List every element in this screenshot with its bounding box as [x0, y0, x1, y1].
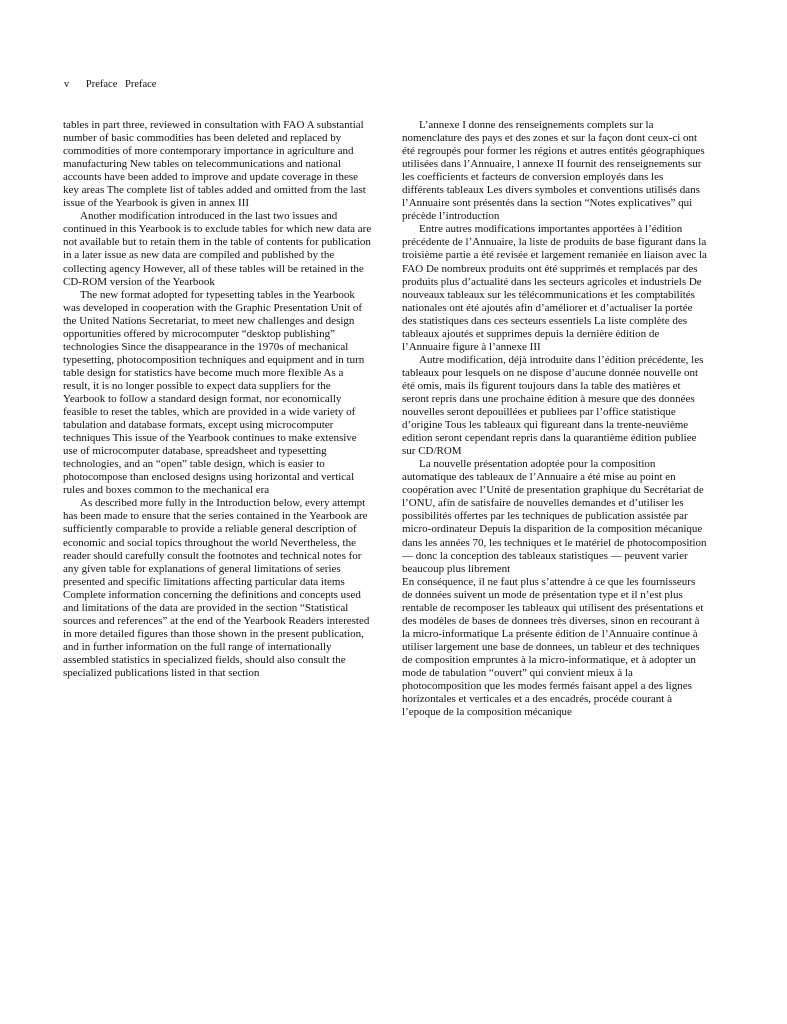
english-paragraph: Another modification introduced in the last two issues and continued in this Yearbook is to exclude tables for which new data are not available but to retain them in the table of contents for publication in a later issue as new data are compiled and published by the collecting agency However, all of these tables will be retained in the CD-ROM version of the Yearbook	[63, 210, 372, 288]
running-title-english: Preface	[85, 79, 118, 90]
english-column	[63, 119, 372, 680]
french-paragraph: La nouvelle présentation adoptée pour la composition automatique des tableaux de l’Annuaire a été mise au point en coopération avec l’Unité de presentation graphique du Secrétariat de l’ONU, afin de satisfaire de nouvelles demandes et d’utiliser les possibilités offertes par les techniques de publication assistée par micro-ordinateur Depuis la disparition de la composition mécanique dans les années 70, les techniques et le matériel de photocomposition — donc la conception des tableaux statistiques — peuvent varier beaucoup plus librement	[402, 458, 707, 575]
english-paragraph: The new format adopted for typesetting tables in the Yearbook was developed in cooperation with the Graphic Presentation Unit of the United Nations Secretariat, to meet new challenges and design opportunities offered by microcomputer “desktop publishing” technologies Since the disappearance in the 1970s of mechanical typesetting, photocomposition techniques and equipment and in turn table design for statistics have become much more flexible As a result, it is no longer possible to expect data suppliers for the Yearbook to follow a standard design format, nor economically feasible to reset the tables, which are provided in a wide variety of tabulation and database formats, except using microcomputer techniques This issue of the Yearbook continues to make extensive use of microcomputer database, spreadsheet and typesetting technologies, and an “open” table design, which is easier to photocompose than enclosed designs using horizontal and vertical rules and boxes common to the mechanical era	[63, 288, 365, 497]
french-paragraph: En conséquence, il ne faut plus s’attendre à ce que les fournisseurs de données suivent un mode de présentation type et il n’est plus rentable de recomposer les tableaux qui utilisent des présentations et des modèles de bases de donnees très diverses, sinon en recourant à la micro-informatique La présente édition de l’Annuaire continue à utiliser largement une base de donnees, un tableur et des techniques de composition empruntes à la micro-informatique, et à adopter un mode de tabulation “ouvert” qui convient mieux à la photocomposition que les modes fermés faisant appel a des lignes horizontales et verticales et a des encadrés, procéde courant à l’epoque de la composition mécanique	[402, 575, 704, 719]
page-number: v	[64, 79, 70, 90]
running-head	[64, 78, 170, 91]
french-paragraph: Entre autres modifications importantes apportées à l’édition précédente de l’Annuaire, la liste de produits de base figurant dans la troisième partie a été revisée et largement remaniée en liaison avec la FAO De nombreux produits ont été supprimés et remplacés par des produits plus d’actualité dans les secteurs agricoles et industriels De nouveaux tableaux sur les télécommunications et les comptabilités nationales ont été ajoutés afin d’améliorer et d’actualiser la portée des statistiques dans ces secteurs essentiels La liste complète des tableaux ajoutés et supprimes depuis la dernière édition de l’Annuaire figure à l’annexe III	[402, 223, 707, 353]
english-paragraph: As described more fully in the Introduction below, every attempt has been made to ensure that the series contained in the Yearbook are sufficiently comparable to provide a reliable general description of economic and social topics throughout the world Nevertheless, the reader should carefully consult the footnotes and technical notes for any given table for explanations of general limitations of series presented and specific limitations affecting particular data items Complete information concerning the definitions and concepts used and limitations of the data are provided in the section “Statistical sources and references” at the end of the Yearbook Readers interested in more detailed figures than those shown in the present publication, and in further information on the full range of internationally assembled statistics in specialized fields, should also consult the specialized publications listed in that section	[63, 497, 370, 679]
french-paragraph: Autre modification, déjà introduite dans l’édition précédente, les tableaux pour lesquels on ne dispose d’aucune donnée nouvelle ont été omis, mais ils figurent toujours dans la table des matières et seront repris dans une prochaine édition à mesure que des données nouvelles seront depouillées et publiees par l’office statistique d’origine Tous les tableaux qui figureant dans la trente-neuvième edition seront cependant repris dans la quarantième édition publiee sur CD/ROM	[402, 353, 704, 458]
french-column	[402, 119, 707, 719]
english-paragraph: tables in part three, reviewed in consultation with FAO A substantial number of basic commodities has been deleted and replaced by commodities of more contemporary importance in agriculture and manufacturing New tables on telecommunications and national accounts have been added to improve and update coverage in these key areas The complete list of tables added and omitted from the last issue of the Yearbook is given in annex III	[63, 119, 366, 210]
french-paragraph: L’annexe I donne des renseignements complets sur la nomenclature des pays et des zones et sur la façon dont ceux-ci ont été regroupés pour former les régions et autres entités géographiques utilisées dans l’Annuaire, l annexe II fournit des renseignements sur les coefficients et facteurs de conversion employés dans les différents tableaux Les divers symboles et conventions utilisés dans l’Annuaire sont présentés dans la section “Notes explicatives” qui précède l’introduction	[402, 119, 705, 223]
running-title-french: Preface	[124, 79, 157, 90]
